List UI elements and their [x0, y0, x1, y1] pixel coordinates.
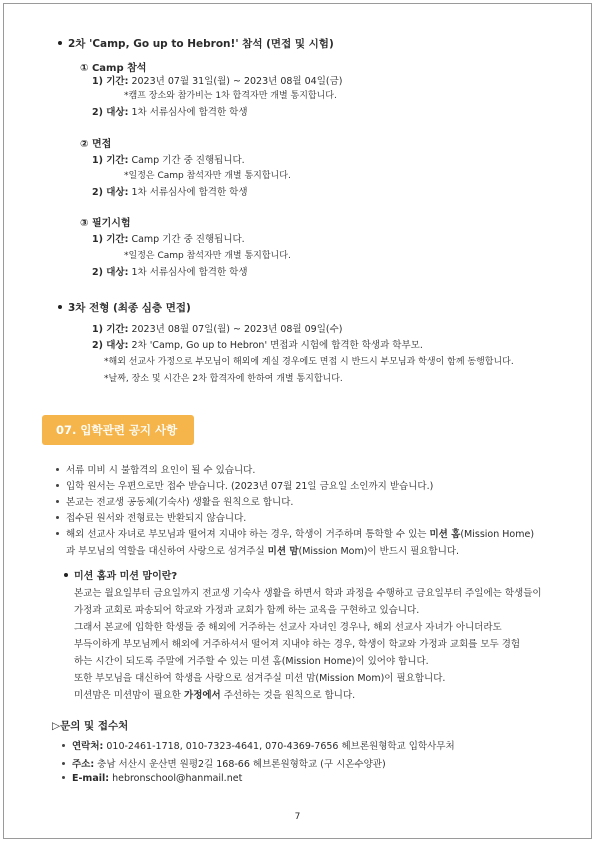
- exam-note: *일정은 Camp 참석자만 개별 통지합니다.: [124, 251, 291, 261]
- contact-email: E-mail: hebronschool@hanmail.net: [62, 773, 242, 784]
- exam-title: ③ 필기시험: [80, 218, 131, 229]
- mission-line: 본교는 월요일부터 금요일까지 전교생 기숙사 생활을 하면서 학과 과정을 수행하고 금요일부터 주일에는 학생들이: [74, 588, 542, 599]
- notice-item: 접수된 원서와 전형료는 반환되지 않습니다.: [56, 510, 246, 524]
- camp-period: 1) 기간: 2023년 07월 31일(월) ~ 2023년 08월 04일(금): [92, 76, 343, 87]
- camp-title: ① Camp 참석: [80, 63, 147, 74]
- interview-title: ② 면접: [80, 139, 112, 150]
- notice-item: 해외 선교사 자녀로 부모님과 떨어져 지내야 하는 경우, 학생이 거주하며 통학할 수 있는 미션 홈(Mission Home): [56, 526, 534, 540]
- bullet-icon: [56, 484, 59, 487]
- section3-note2: *날짜, 장소 및 시간은 2차 합격자에 한하여 개별 통지합니다.: [104, 374, 343, 384]
- notice-badge: 07. 입학관련 공지 사항: [42, 415, 194, 445]
- bullet-icon: [56, 516, 59, 519]
- bullet-icon: [62, 744, 65, 747]
- page-number: 7: [294, 812, 301, 822]
- bullet-icon: [56, 532, 59, 535]
- contact-address: 주소: 충남 서산시 운산면 원평2길 168-66 헤브론원형학교 (구 시온수양관): [62, 756, 386, 770]
- section3-note1: *해외 선교사 가정으로 부모님이 해외에 계실 경우에도 면접 시 반드시 부모님과 학생이 함께 동행합니다.: [104, 357, 514, 367]
- interview-target: 2) 대상: 1차 서류심사에 합격한 학생: [92, 187, 248, 198]
- mission-line: 가정과 교회로 파송되어 학교와 가정과 교회가 함께 하는 교육을 구현하고 있습니다.: [74, 605, 420, 616]
- bullet-icon: [58, 41, 62, 45]
- notice-item: 본교는 전교생 공동체(기숙사) 생활을 원칙으로 합니다.: [56, 494, 293, 508]
- section3-target: 2) 대상: 2차 'Camp, Go up to Hebron' 면접과 시험에 합격한 학생과 학부모.: [92, 340, 423, 351]
- bullet-icon: [58, 305, 62, 309]
- camp-note: *캠프 장소와 참가비는 1차 합격자만 개별 통지합니다.: [124, 91, 337, 101]
- exam-period: 1) 기간: Camp 기간 중 진행됩니다.: [92, 234, 245, 245]
- mission-line: 부득이하게 부모님께서 해외에 거주하셔서 떨어져 지내야 하는 경우, 학생이 학교와 가정과 교회를 모두 경험: [74, 639, 521, 650]
- mission-line: 미션맘은 미션맘이 필요한 가정에서 주선하는 것을 원칙으로 합니다.: [74, 690, 356, 701]
- notice-item-continued: 과 부모님의 역할을 대신하여 사랑으로 섬겨주실 미션 맘(Mission Mom)이 반드시 필요합니다.: [66, 546, 460, 557]
- mission-line: 하는 시간이 되도록 주말에 거주할 수 있는 미션 홈(Mission Home)이 있어야 합니다.: [74, 656, 429, 667]
- bullet-icon: [56, 500, 59, 503]
- bullet-icon: [56, 468, 59, 471]
- section3-heading: 3차 전형 (최종 심층 면접): [58, 300, 191, 315]
- mission-line: 그래서 본교에 입학한 학생들 중 해외에 거주하는 선교사 자녀인 경우나, 해외 선교사 자녀가 아니더라도: [74, 622, 502, 633]
- bullet-icon: [62, 762, 65, 765]
- interview-period: 1) 기간: Camp 기간 중 진행됩니다.: [92, 155, 245, 166]
- contact-heading: ▷문의 및 접수처: [52, 720, 129, 732]
- mission-heading: 미션 홈과 미션 맘이란?: [64, 567, 177, 582]
- contact-phone: 연락처: 010-2461-1718, 010-7323-4641, 070-4369-7656 헤브론원형학교 입학사무처: [62, 738, 455, 752]
- notice-item: 입학 원서는 우편으로만 접수 받습니다. (2023년 07월 21일 금요일 소인까지 받습니다.): [56, 478, 433, 492]
- exam-target: 2) 대상: 1차 서류심사에 합격한 학생: [92, 267, 248, 278]
- bullet-icon: [62, 776, 65, 779]
- interview-note: *일정은 Camp 참석자만 개별 통지합니다.: [124, 171, 291, 181]
- mission-line: 또한 부모님을 대신하여 학생을 사랑으로 섬겨주실 미션 맘(Mission Mom)이 필요합니다.: [74, 673, 446, 684]
- section3-period: 1) 기간: 2023년 08월 07일(월) ~ 2023년 08월 09일(수): [92, 324, 343, 335]
- camp-target: 2) 대상: 1차 서류심사에 합격한 학생: [92, 107, 248, 118]
- notice-item: 서류 미비 시 불합격의 요인이 될 수 있습니다.: [56, 462, 255, 476]
- bullet-icon: [64, 573, 68, 577]
- section2-heading: 2차 'Camp, Go up to Hebron!' 참석 (면접 및 시험): [58, 36, 334, 51]
